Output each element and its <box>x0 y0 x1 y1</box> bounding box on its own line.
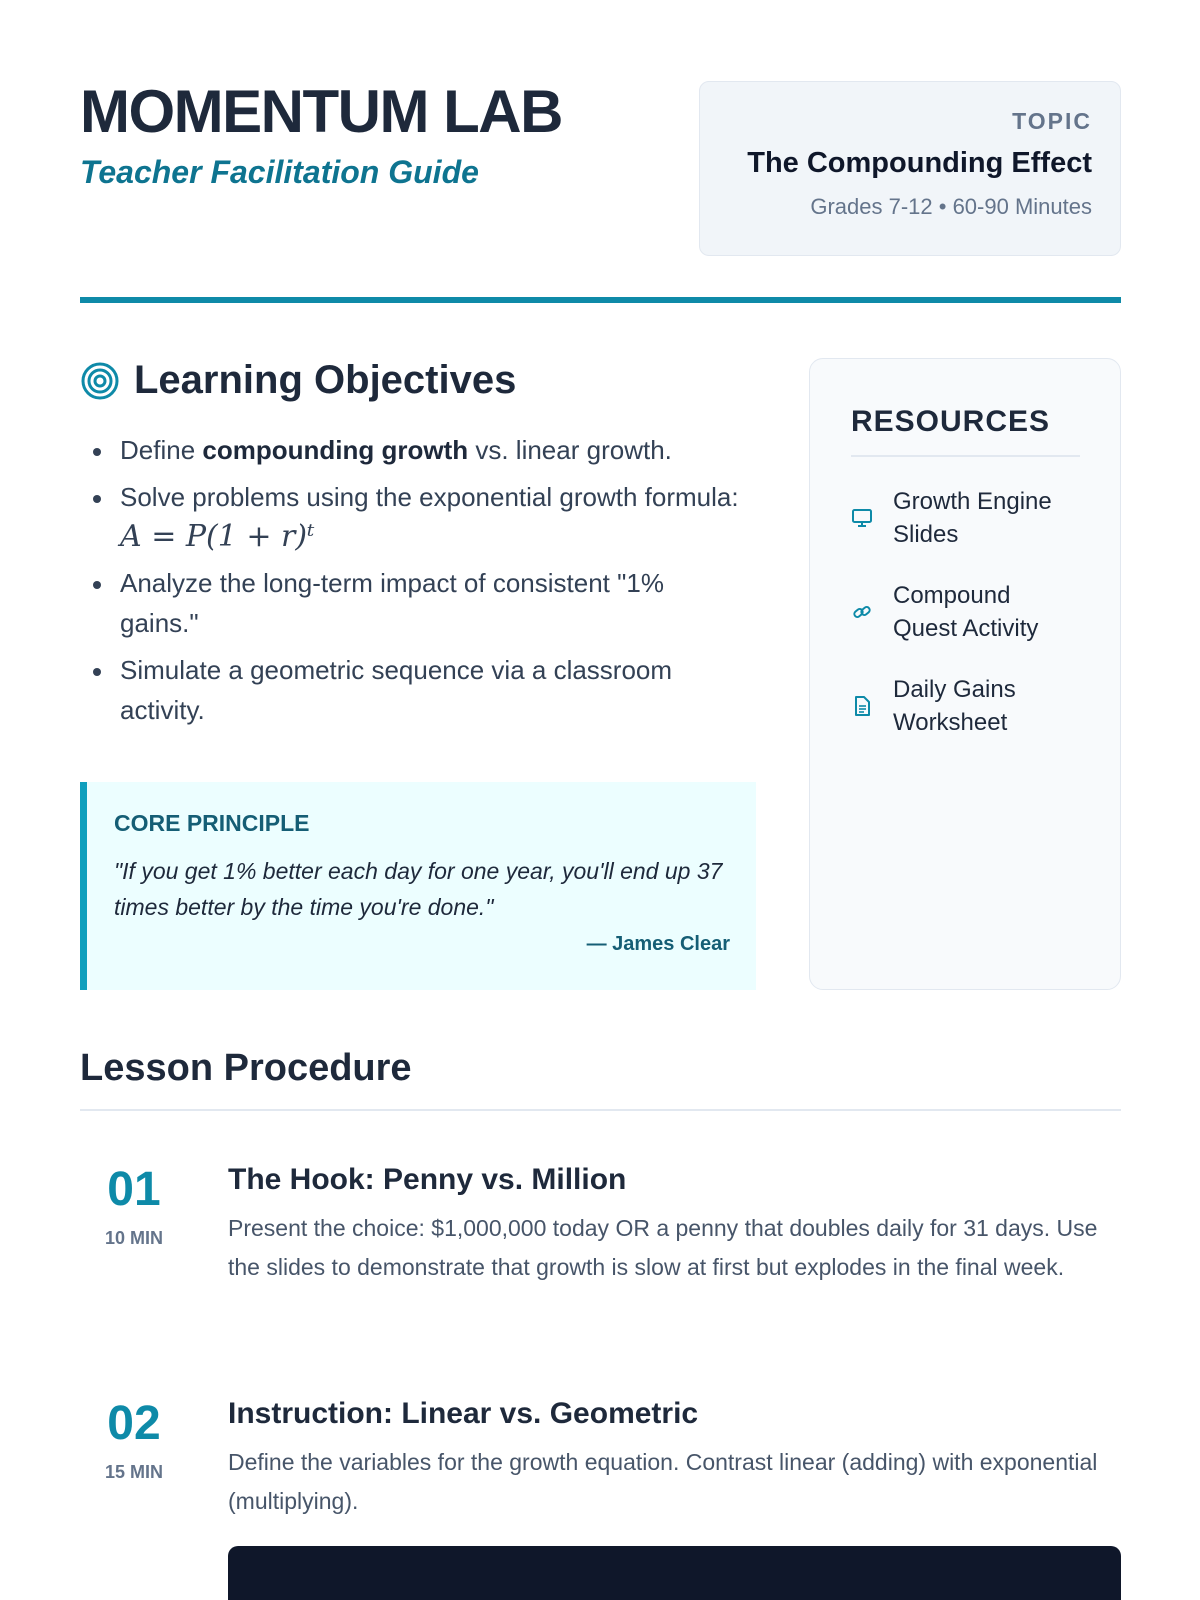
code-panel <box>228 1546 1121 1600</box>
growth-formula: A = P(1 + r)ᵗ <box>120 519 315 554</box>
document-icon <box>851 695 873 717</box>
resources-title: RESOURCES <box>851 405 1051 438</box>
resource-item[interactable] <box>851 579 1080 645</box>
procedure-title: Lesson Procedure <box>80 1047 412 1089</box>
procedure-divider <box>80 1109 1121 1111</box>
link-icon <box>851 601 873 623</box>
objective-item <box>120 563 740 643</box>
objective-text: vs. linear growth. <box>468 435 672 465</box>
resource-label: Daily Gains Worksheet <box>893 676 1016 736</box>
monitor-icon <box>851 507 873 529</box>
principle-quote: "If you get 1% better each day for one year, you'll end up 37 times better by the time you're done." <box>114 858 723 920</box>
resource-label: Growth Engine Slides <box>893 488 1052 548</box>
step-time: 15 MIN <box>104 1462 164 1482</box>
resource-label: Compound Quest Activity <box>893 582 1039 642</box>
resources-panel <box>809 358 1121 990</box>
brand-header <box>80 78 562 191</box>
objective-emphasis: compounding growth <box>202 435 469 465</box>
step-description: Define the variables for the growth equation. Contrast linear (adding) with exponential (multiplying). <box>228 1449 1098 1514</box>
procedure-step <box>80 1397 1121 1517</box>
principle-author: — James Clear <box>586 933 730 955</box>
objective-text: Analyze the long-term impact of consistent "1% gains." <box>120 568 664 638</box>
core-principle-callout <box>80 782 756 990</box>
objective-text: Define <box>120 435 203 465</box>
resources-divider <box>851 455 1080 457</box>
resource-item[interactable] <box>851 673 1080 739</box>
objectives-heading <box>80 358 516 403</box>
topic-meta: Grades 7-12 • 60-90 Minutes <box>810 194 1092 219</box>
step-title: Instruction: Linear vs. Geometric <box>228 1397 699 1430</box>
objective-text: Simulate a geometric sequence via a classroom activity. <box>120 655 673 725</box>
principle-label: CORE PRINCIPLE <box>114 810 310 836</box>
objective-item <box>120 650 740 730</box>
objectives-title: Learning Objectives <box>134 358 517 402</box>
step-description: Present the choice: $1,000,000 today OR a penny that doubles daily for 31 days. Use the slides to demonstrate that growth is slow at first but explodes in the final week. <box>228 1215 1098 1280</box>
page-subtitle: Teacher Facilitation Guide <box>80 154 479 190</box>
topic-label: TOPIC <box>1012 108 1092 134</box>
step-title: The Hook: Penny vs. Million <box>228 1163 627 1196</box>
objective-text: Solve problems using the exponential growth formula: <box>120 482 739 512</box>
step-time: 10 MIN <box>104 1228 164 1248</box>
page-title: MOMENTUM LAB <box>80 78 562 145</box>
objective-item <box>120 430 740 470</box>
topic-title: The Compounding Effect <box>747 147 1092 179</box>
resource-item[interactable] <box>851 485 1080 551</box>
step-number: 01 <box>107 1163 161 1216</box>
header-divider <box>80 297 1121 303</box>
objectives-list <box>120 430 740 730</box>
topic-card <box>699 81 1121 256</box>
objective-item <box>120 477 740 557</box>
procedure-step <box>80 1163 1121 1333</box>
step-number: 02 <box>107 1397 161 1450</box>
target-icon <box>80 361 120 401</box>
